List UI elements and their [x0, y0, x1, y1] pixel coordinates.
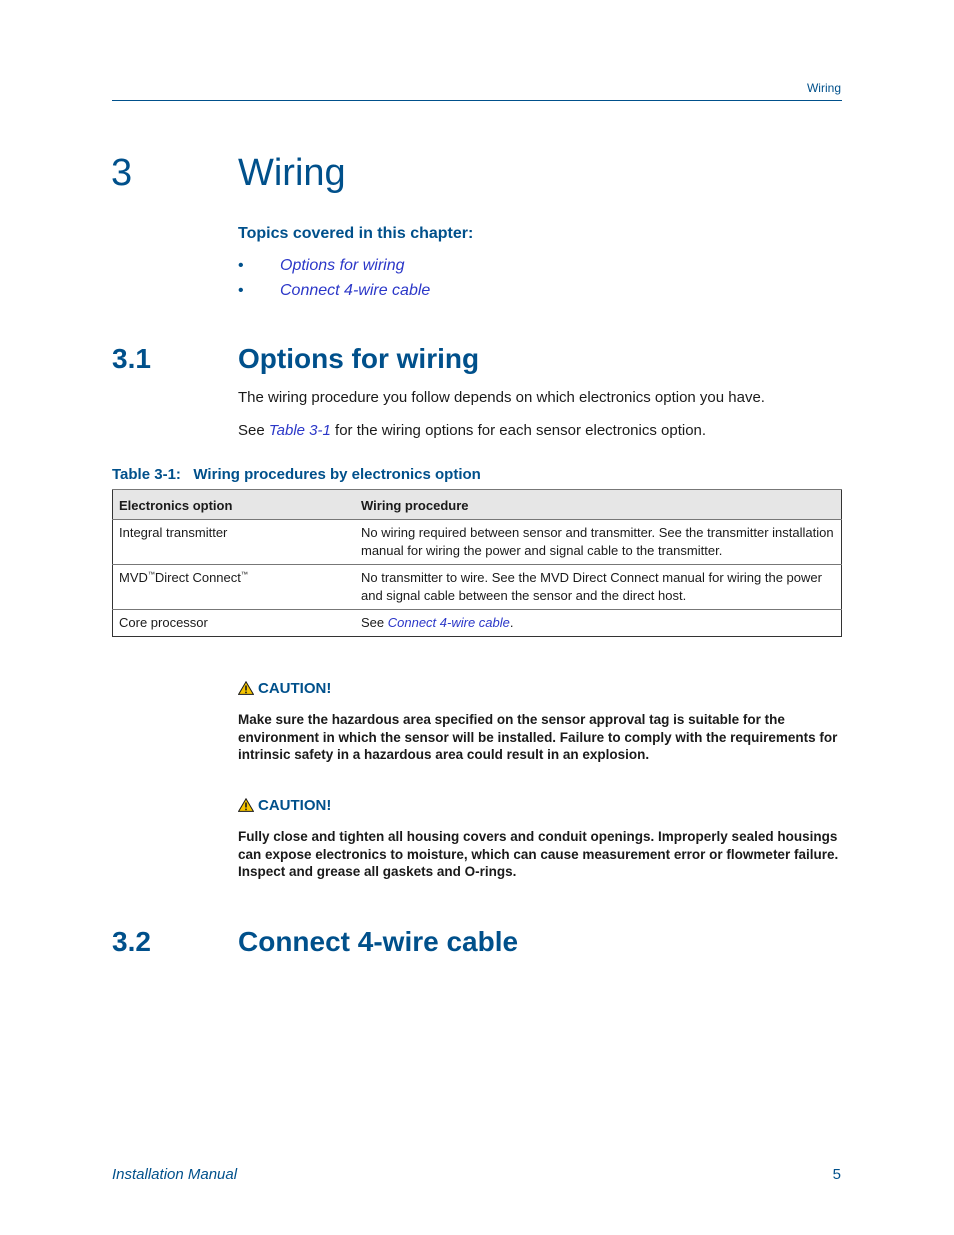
- bullet: •: [238, 257, 244, 274]
- section-title-options-for-wiring: Options for wiring: [238, 343, 480, 374]
- caution-label: [238, 797, 331, 814]
- caution-text: CAUTION!: [258, 797, 332, 814]
- bullet: •: [238, 282, 244, 299]
- section-number-3-1: 3.1: [112, 343, 151, 374]
- table-cell: No wiring required between sensor and transmitter. See the transmitter installation manual for wiring the power and signal cable to the transmitter.: [355, 520, 842, 565]
- running-header: Wiring: [806, 81, 841, 95]
- section-number-3-2: 3.2: [112, 926, 151, 957]
- table-header-row: [113, 490, 842, 520]
- table-3-1-link[interactable]: Table 3-1: [268, 422, 331, 439]
- wiring-procedures-table: [112, 489, 842, 637]
- text-span: Direct Connect: [154, 570, 241, 585]
- text-span: See: [361, 615, 388, 630]
- text-span: for the wiring options for each sensor electronics option.: [330, 422, 707, 439]
- topic-link-options-for-wiring[interactable]: Options for wiring: [280, 257, 405, 274]
- topic-link-connect-4-wire-cable[interactable]: Connect 4-wire cable: [280, 282, 431, 299]
- text-span: .: [509, 615, 514, 630]
- caution-message: Make sure the hazardous area specified on the sensor approval tag is suitable for the environment in which the sensor will be installed. Failure to comply with the requirements for intrinsic safety in a hazardous area could result in an explosion.: [238, 712, 838, 762]
- topic-item: [238, 257, 405, 275]
- table-cell: Integral transmitter: [113, 520, 356, 565]
- table-cell: [355, 610, 842, 637]
- caution-text: CAUTION!: [258, 680, 332, 697]
- column-header-wiring-procedure: Wiring procedure: [355, 490, 842, 520]
- body-paragraph: The wiring procedure you follow depends on which electronics option you have.: [238, 389, 765, 406]
- caution-label: [238, 680, 331, 697]
- body-paragraph: [238, 422, 706, 439]
- table-cell: [113, 565, 356, 610]
- trademark-mark: ™: [147, 571, 155, 579]
- footer-page-number: 5: [832, 1166, 841, 1183]
- footer-manual-name: Installation Manual: [112, 1166, 238, 1183]
- warning-triangle-icon: [238, 681, 254, 695]
- warning-triangle-icon: [238, 798, 254, 812]
- text-span: MVD: [119, 570, 148, 585]
- table-caption: Table 3-1: Wiring procedures by electronics option: [112, 466, 481, 483]
- header-rule: [112, 100, 842, 101]
- chapter-number: 3: [111, 152, 133, 194]
- section-title-connect-4-wire-cable: Connect 4-wire cable: [238, 926, 519, 957]
- trademark-mark: ™: [240, 571, 248, 579]
- connect-4-wire-cable-link[interactable]: Connect 4-wire cable: [387, 615, 510, 630]
- topics-heading: Topics covered in this chapter:: [238, 225, 474, 242]
- caution-message: Fully close and tighten all housing covers and conduit openings. Improperly sealed housings can expose electronics to moisture, which can cause measurement error or flowmeter failure. Inspect and grease all gaskets and O-rings.: [238, 829, 839, 879]
- table-cell: Core processor: [113, 610, 356, 637]
- table-row: [113, 610, 842, 637]
- text-span: See: [238, 422, 269, 439]
- topic-item: [238, 282, 430, 300]
- table-row: [113, 520, 842, 565]
- table-cell: No transmitter to wire. See the MVD Direct Connect manual for wiring the power and signal cable between the sensor and the direct host.: [355, 565, 842, 610]
- chapter-title: Wiring: [238, 152, 346, 194]
- column-header-electronics-option: Electronics option: [113, 490, 356, 520]
- table-row: [113, 565, 842, 610]
